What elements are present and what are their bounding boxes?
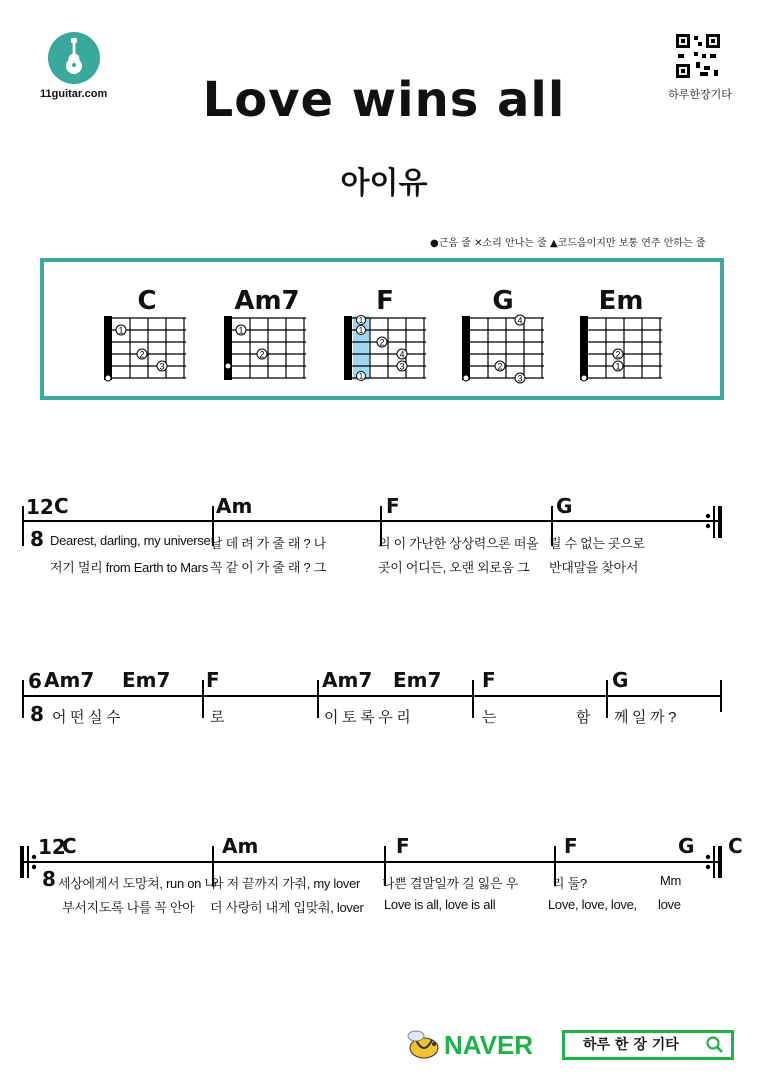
time-signature-bottom: 8 [30,702,44,726]
svg-text:3: 3 [159,361,165,372]
lyric-line: 더 사랑히 내게 입맞춰, lover [210,900,364,915]
chord-label: Em7 [393,668,442,692]
svg-text:2: 2 [259,349,265,360]
time-signature-top: 6 [28,669,42,693]
lyric-line: Dearest, darling, my universe [50,533,211,548]
chord-label: F [482,668,496,692]
chord-label: F [206,668,220,692]
svg-text:1: 1 [358,372,364,381]
lyric-line: 리 둘? [552,876,587,891]
chord-label: G [556,494,573,518]
time-signature-top: 12 [26,495,54,519]
lyric-line: 꼭 같 이 가 줄 래 ? 그 [210,560,326,575]
chord-label: G [612,668,629,692]
chord-label: Am [222,834,259,858]
svg-text:4: 4 [399,349,405,360]
lyric-line: 부서지도록 나를 꼭 안아 [62,900,195,915]
time-signature-bottom: 8 [30,527,44,551]
svg-text:2: 2 [497,361,503,372]
lyric-line: 저기 멀리 from Earth to Mars [50,560,208,575]
lyric-line: 어 떤 실 수 [52,709,121,726]
svg-text:1: 1 [358,326,364,335]
lyric-line: 반대말을 찾아서 [549,560,639,575]
chord-label: C [54,494,69,518]
chord-label: C [728,834,743,858]
lyric-line: Love, love, love, [548,897,637,912]
site-name: 11guitar.com [40,88,108,100]
chord-label: F [396,834,410,858]
svg-text:3: 3 [399,361,405,372]
svg-text:1: 1 [615,361,621,372]
lyric-line: love [658,897,681,912]
svg-text:1: 1 [118,325,124,336]
chord-label: F [564,834,578,858]
chord-label: Em7 [122,668,171,692]
lyric-line: 나쁜 결말일까 길 잃은 우 [382,876,518,891]
qr-label: 하루한장기타 [668,88,732,101]
lyric-line: 이 토 록 우 리 [324,709,411,726]
lyric-line: 함 [576,709,591,726]
chord-label: C [62,834,77,858]
search-box-label: 하루 한 장 기타 [583,1037,679,1053]
lyric-line: 날 데 려 가 줄 래 ? 나 [210,536,326,551]
lyric-line: Mm [660,873,682,888]
lyric-line: 로 [210,709,225,726]
lyric-line: 세상에게서 도망쳐, run on 나 [58,876,217,891]
naver-logo[interactable]: NAVER [444,1030,534,1060]
chord-name-g: G [492,286,514,316]
artist-name: 아이유 [340,166,428,201]
fingering-legend: ●근음 줄 ✕소리 안나는 줄 ▲코드음이지만 보통 연주 안하는 줄 [430,238,706,249]
svg-text:2: 2 [615,349,621,360]
svg-text:4: 4 [517,315,523,326]
lyric-line: 의 이 가난한 상상력으론 떠올 [378,536,539,551]
search-box[interactable] [562,1030,734,1060]
chord-label: Am [216,494,253,518]
lyric-line: 릴 수 없는 곳으로 [549,536,645,551]
lyric-line: 곳이 어디든, 오랜 외로움 그 [378,560,530,575]
chord-name-c: C [137,286,157,316]
svg-text:1: 1 [238,325,244,336]
lyric-line: 와 저 끝까지 가줘, my lover [211,876,361,891]
chord-label: Am7 [322,668,373,692]
chord-name-am7: Am7 [234,286,300,316]
chord-name-f: F [376,286,394,316]
chord-label: G [678,834,695,858]
svg-text:1: 1 [358,316,364,325]
svg-text:2: 2 [139,349,145,360]
time-signature-top: 12 [38,835,66,859]
svg-text:3: 3 [517,373,523,384]
time-signature-bottom: 8 [42,867,56,891]
bee-mascot-icon [402,1026,442,1066]
lyric-line: 께 일 까 ? [614,709,677,726]
lyric-line: 는 [482,709,497,726]
chord-label: F [386,494,400,518]
song-title: Love wins all [202,72,566,128]
search-icon[interactable] [705,1035,725,1063]
lyric-line: Love is all, love is all [384,897,496,912]
chord-label: Am7 [44,668,95,692]
chord-name-em: Em [598,286,644,316]
svg-text:2: 2 [379,337,385,348]
